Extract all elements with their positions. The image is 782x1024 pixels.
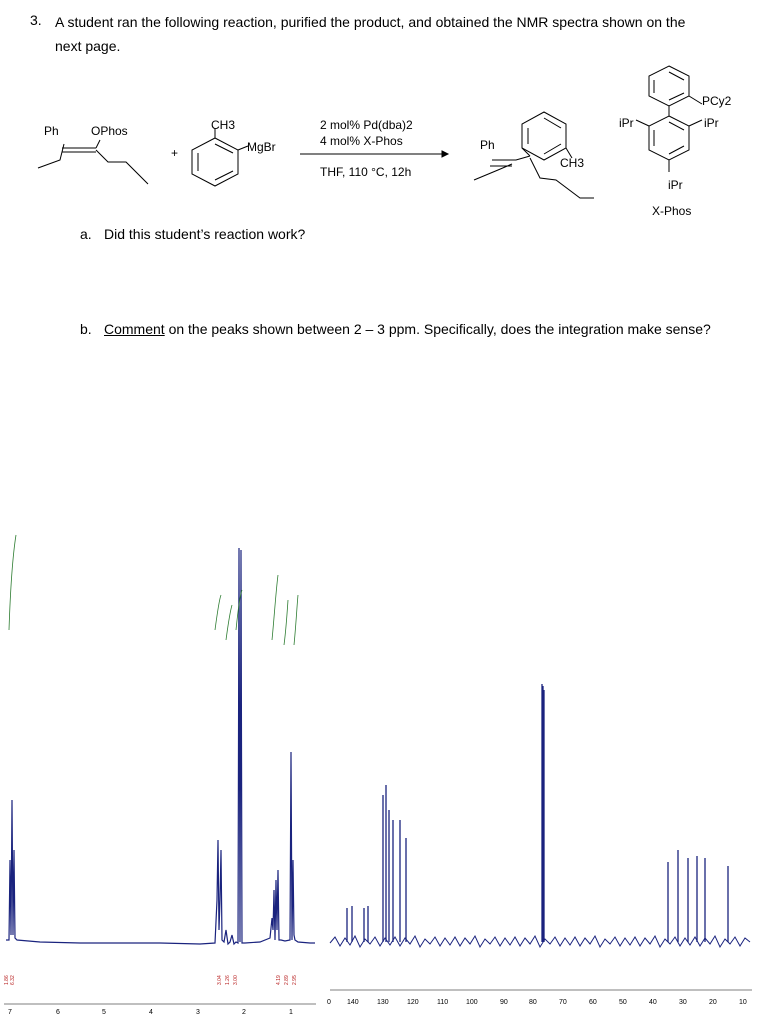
c-tick: 120 xyxy=(407,999,419,1006)
question-number: 3. xyxy=(30,12,42,28)
part-b-label: b. xyxy=(80,321,92,337)
c-tick: 0 xyxy=(327,999,331,1006)
ligand-pcy2-label: PCy2 xyxy=(702,94,732,108)
c-tick: 90 xyxy=(500,999,508,1006)
question-line1: A student ran the following reaction, purified the product, and obtained the NMR spectra shown on the xyxy=(55,14,686,30)
h-integral-8: 2.95 xyxy=(292,975,298,985)
c-tick: 20 xyxy=(709,999,717,1006)
reactant1-structure xyxy=(38,140,148,184)
h-tick: 6 xyxy=(56,1009,60,1016)
c-tick: 70 xyxy=(559,999,567,1006)
ligand-ipr-right-label: iPr xyxy=(704,116,719,130)
c-tick: 50 xyxy=(619,999,627,1006)
h-tick: 4 xyxy=(149,1009,153,1016)
part-b-comment-word: Comment xyxy=(104,321,165,337)
h-nmr-integral-curves xyxy=(9,535,298,645)
product-ch3-label: CH3 xyxy=(560,156,585,170)
h-integral-4: 1.26 xyxy=(225,975,231,985)
part-b-rest: on the peaks shown between 2 – 3 ppm. Specifically, does the integration make sense? xyxy=(164,321,711,337)
reactant2-ch3-label: CH3 xyxy=(211,118,236,132)
c-tick: 110 xyxy=(437,999,449,1006)
reactant1-ophos-label: OPhos xyxy=(91,124,128,138)
h-tick: 7 xyxy=(8,1009,12,1016)
product-ph-label: Ph xyxy=(480,138,495,152)
c-tick: 30 xyxy=(679,999,687,1006)
c-tick: 60 xyxy=(589,999,597,1006)
h-tick: 5 xyxy=(102,1009,106,1016)
h-integral-3: 3.04 xyxy=(217,975,223,985)
h-tick: 1 xyxy=(289,1009,293,1016)
h-nmr-tick-labels xyxy=(8,1009,293,1016)
condition-solvent-temp: THF, 110 °C, 12h xyxy=(320,165,412,179)
part-a-text: Did this student’s reaction work? xyxy=(104,226,306,242)
part-a-label: a. xyxy=(80,226,92,242)
reactant1-ph-label: Ph xyxy=(44,124,59,138)
c-nmr-peaks xyxy=(347,684,728,942)
condition-catalyst: 2 mol% Pd(dba)2 xyxy=(320,118,413,132)
ligand-ipr-bottom-label: iPr xyxy=(668,178,683,192)
condition-ligand: 4 mol% X-Phos xyxy=(320,134,403,148)
h-integral-2: 6.32 xyxy=(10,975,16,985)
reactant2-mgbr-label: MgBr xyxy=(247,140,276,154)
h-integral-6: 4.19 xyxy=(276,975,282,985)
xphos-structure xyxy=(636,66,702,172)
reaction-arrow xyxy=(300,151,448,157)
h-tick: 3 xyxy=(196,1009,200,1016)
c-tick: 80 xyxy=(529,999,537,1006)
h-nmr-integral-labels xyxy=(4,975,298,985)
question-line2: next page. xyxy=(55,38,121,54)
ligand-ipr-left-label: iPr xyxy=(619,116,634,130)
h-tick: 2 xyxy=(242,1009,246,1016)
ligand-name-label: X-Phos xyxy=(652,204,692,218)
h-integral-5: 3.00 xyxy=(233,975,239,985)
c-nmr-spectrum xyxy=(327,684,752,1006)
c-tick: 10 xyxy=(739,999,747,1006)
c-tick: 100 xyxy=(466,999,478,1006)
h-nmr-trace xyxy=(6,548,315,944)
h-integral-1: 1.86 xyxy=(4,975,10,985)
h-integral-7: 2.89 xyxy=(284,975,290,985)
c-tick: 130 xyxy=(377,999,389,1006)
c-nmr-tick-labels xyxy=(327,999,747,1006)
plus-sign: + xyxy=(171,146,179,160)
reactant2-structure xyxy=(192,128,248,186)
h-nmr-spectrum xyxy=(4,535,316,1016)
product-structure xyxy=(474,112,594,198)
c-tick: 140 xyxy=(347,999,359,1006)
c-tick: 40 xyxy=(649,999,657,1006)
